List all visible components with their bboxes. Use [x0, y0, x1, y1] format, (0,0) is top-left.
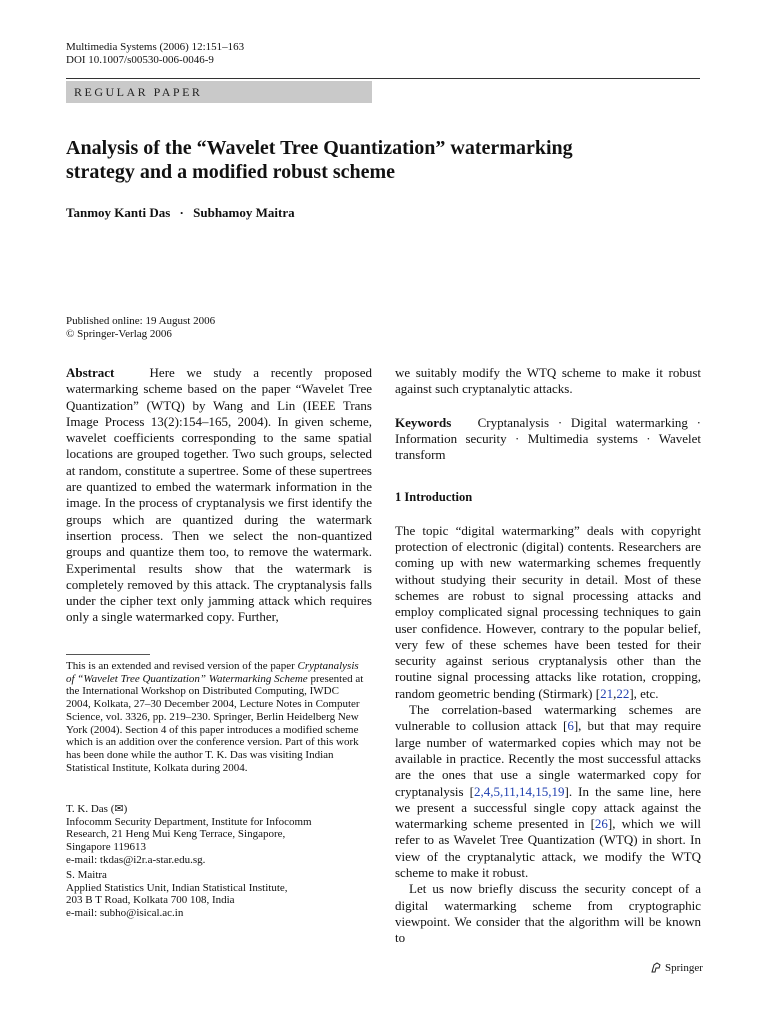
citation-link[interactable]: 21	[600, 685, 614, 701]
intro-paragraph-1: The topic “digital watermarking” deals with copyright protection of electronic (digital) contents. Researchers are coming up with new watermarking schemes frequently without studying their security in detail. Most of these schemes are robust to signal processing attacks and employ complicated signal processing techniques to gain user confidence. However, contrary to the popular belief, very few of these schemes have been tested for their security against serious cryptanalysis other than the routine signal processing attacks like rotation, cropping, random geometric bending (Stirmark) [21,22], etc.	[395, 522, 701, 701]
journal-info	[66, 41, 244, 67]
author-2-affiliation	[66, 869, 366, 920]
authors	[66, 205, 295, 221]
citation-link[interactable]: 6	[567, 718, 574, 734]
footnote-details: presented at the International Workshop on Distributed Computing, IWDC 2004, Kolkata, 27–30 December 2004, Lecture Notes in Computer Science, vol. 3326, pp. 219–230. Springer, Berlin Heidelberg New York (2004). Section 4 of this paper introduces a modified scheme which is an addition over the conference version. Part of this work has been done while the author T. K. Das was visiting Indian Statistical Institute, Kolkata during 2004.	[66, 672, 364, 774]
intro-paragraph-3: Let us now briefly discuss the security concept of a digital watermarking scheme from cryptographic viewpoint. We consider that the algorithm will be known to	[395, 881, 701, 946]
intro-paragraph-2: The correlation-based watermarking schemes are vulnerable to collusion attack [6], but that may require large number of watermarked copies which may not be available in practice. Recently the most successful attacks are the ones that use a single watermarked copy for cryptanalysis [2,4,5,11,14,15,19]. In the same line, here we present a successful single copy attack against the watermarking scheme presented in [26], which we will refer to as Wavelet Tree Quantization (WTQ) in short. In view of the cryptanalytic attack, we modify the WTQ scheme to make it robust.	[395, 702, 701, 881]
keywords	[395, 415, 701, 464]
author-1-affiliation	[66, 803, 366, 867]
keywords-label: Keywords	[395, 414, 452, 430]
footnote-version	[66, 660, 366, 774]
author-1-aff-line-3: Singapore 119613	[66, 841, 146, 854]
citation-links[interactable]: 2,4,5,11,14,15,19	[474, 783, 565, 799]
author-separator: ·	[179, 205, 184, 220]
footnote-rule	[66, 654, 150, 655]
header-rule	[66, 78, 700, 79]
copyright: © Springer-Verlag 2006	[66, 328, 172, 340]
paper-title	[66, 136, 696, 184]
journal-citation: Multimedia Systems (2006) 12:151–163	[66, 41, 245, 53]
abstract-continuation: we suitably modify the WTQ scheme to make it robust against such cryptanalytic attacks.	[395, 365, 701, 397]
article-category: REGULAR PAPER	[66, 81, 372, 103]
author-1-aff-line-2: Research, 21 Heng Mui Keng Terrace, Singapore,	[66, 828, 286, 841]
author-1-aff-line-1: Infocomm Security Department, Institute for Infocomm	[66, 815, 312, 828]
author-2-email: e-mail: subho@isical.ac.in	[66, 907, 184, 920]
title-line-1: Analysis of the “Wavelet Tree Quantization” watermarking	[66, 137, 573, 159]
title-line-2: strategy and a modified robust scheme	[66, 161, 396, 183]
author-1: Tanmoy Kanti Das	[66, 205, 171, 220]
citation-link[interactable]: 22	[616, 685, 630, 701]
footnote-conference-title: Cryptanalysis of “Wavelet Tree Quantization” Watermarking Scheme	[66, 660, 359, 685]
publisher-footer	[650, 962, 703, 974]
abstract-text: Here we study a recently proposed watermarking scheme based on the paper “Wavelet Tree Quantization” (WTQ) by Wang and Lin (IEEE Trans Image Process 13(2):154–165, 2004). In given scheme, wavelet coefficients corresponding to the same spatial locations are grouped together. Two such groups, selected at random, constitute a supertree. Some of these supertrees are quantized to embed the watermark information in the image. In the process of cryptanalysis we first identify the groups which are quantized during the watermark insertion process. Then we select the non-quantized groups and quantize them too, to remove the watermark. Experimental results show that the watermark is completely removed by this attack. The cryptanalysis falls under the cipher text only jamming attack which requires only a single watermarked copy. Further,	[66, 365, 372, 625]
author-2: Subhamoy Maitra	[193, 205, 295, 220]
author-2-aff-line-2: 203 B T Road, Kolkata 700 108, India	[66, 894, 235, 907]
author-1-email: e-mail: tkdas@i2r.a-star.edu.sg.	[66, 853, 206, 866]
published-date: Published online: 19 August 2006	[66, 315, 216, 327]
citation-link[interactable]: 26	[594, 816, 608, 832]
doi: DOI 10.1007/s00530-006-0046-9	[66, 54, 214, 66]
keywords-text: Cryptanalysis · Digital watermarking · Information security · Multimedia systems · Wavelet transform	[395, 414, 702, 463]
author-1-name: T. K. Das (✉)	[66, 803, 128, 815]
section-heading-introduction: 1 Introduction	[395, 490, 473, 505]
abstract	[66, 365, 372, 626]
publisher-name: Springer	[665, 962, 703, 974]
right-column	[395, 365, 701, 947]
springer-horse-icon	[650, 962, 662, 974]
author-2-aff-line-1: Applied Statistics Unit, Indian Statistical Institute,	[66, 881, 288, 894]
author-2-name: S. Maitra	[66, 869, 107, 881]
abstract-label: Abstract	[66, 365, 115, 380]
footnote-intro: This is an extended and revised version of the paper	[66, 660, 295, 672]
publication-info	[66, 315, 215, 341]
